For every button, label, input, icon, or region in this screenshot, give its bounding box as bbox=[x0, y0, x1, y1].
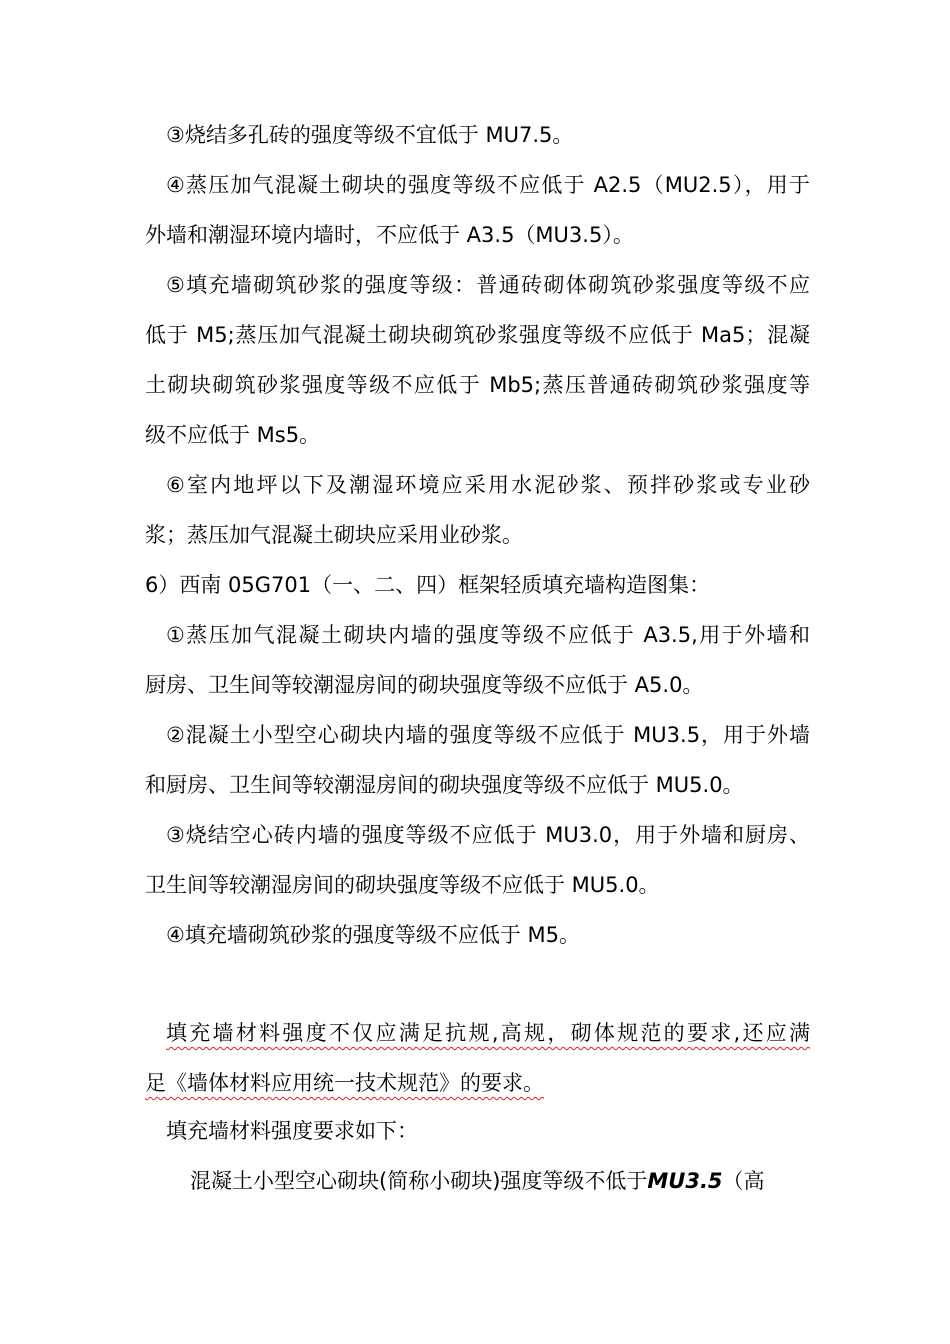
paragraph-line: 填充墙材料强度要求如下： bbox=[166, 1119, 418, 1143]
paragraph-line: 和厨房、卫生间等较潮湿房间的砌块强度等级不应低于 MU5.0。 bbox=[145, 773, 744, 797]
section-heading: 6）西南 05G701（一、二、四）框架轻质填充墙构造图集： bbox=[145, 573, 711, 597]
paragraph-line: ①蒸压加气混凝土砌块内墙的强度等级不应低于 A3.5,用于外墙和 bbox=[166, 623, 810, 647]
paragraph-line: 厨房、卫生间等较潮湿房间的砌块强度等级不应低于 A5.0。 bbox=[145, 673, 704, 697]
paragraph-line bbox=[190, 1166, 810, 1196]
paragraph-line: 浆；蒸压加气混凝土砌块应采用业砂浆。 bbox=[145, 523, 523, 547]
wavy-underlined-text: 填充墙材料强度不仅应满足抗规,高规，砌体规范的要求,还应满 bbox=[166, 1021, 810, 1045]
highlighted-paragraph-line bbox=[145, 1066, 810, 1106]
paragraph-line: ③烧结空心砖内墙的强度等级不应低于 MU3.0，用于外墙和厨房、 bbox=[166, 823, 810, 847]
paragraph-text: （高 bbox=[722, 1169, 765, 1193]
paragraph-line: 低于 M5;蒸压加气混凝土砌块砌筑砂浆强度等级不应低于 Ma5；混凝 bbox=[145, 323, 810, 347]
paragraph-line: 土砌块砌筑砂浆强度等级不应低于 Mb5;蒸压普通砖砌筑砂浆强度等 bbox=[145, 373, 810, 397]
paragraph-line: ②混凝土小型空心砌块内墙的强度等级不应低于 MU3.5，用于外墙 bbox=[166, 723, 810, 747]
paragraph-line: ⑤填充墙砌筑砂浆的强度等级：普通砖砌体砌筑砂浆强度等级不应 bbox=[166, 273, 810, 297]
paragraph-line: 级不应低于 Ms5。 bbox=[145, 423, 321, 447]
paragraph-text: 混凝土小型空心砌块(简称小砌块)强度等级不低于 bbox=[190, 1169, 648, 1193]
paragraph-line: ④蒸压加气混凝土砌块的强度等级不应低于 A2.5（MU2.5），用于 bbox=[166, 173, 810, 197]
paragraph-line: 卫生间等较潮湿房间的砌块强度等级不应低于 MU5.0。 bbox=[145, 873, 660, 897]
paragraph-line: ⑥室内地坪以下及潮湿环境应采用水泥砂浆、预拌砂浆或专业砂 bbox=[166, 473, 810, 497]
paragraph-line: ④填充墙砌筑砂浆的强度等级不应低于 M5。 bbox=[166, 923, 580, 947]
highlighted-paragraph-line bbox=[166, 1016, 810, 1056]
paragraph-line: ③烧结多孔砖的强度等级不宜低于 MU7.5。 bbox=[166, 123, 574, 147]
wavy-underlined-text: 足《墙体材料应用统一技术规范》的要求。 bbox=[145, 1071, 544, 1095]
paragraph-line: 外墙和潮湿环境内墙时，不应低于 A3.5（MU3.5）。 bbox=[145, 223, 634, 247]
emphasized-grade: MU3.5 bbox=[647, 1169, 723, 1193]
